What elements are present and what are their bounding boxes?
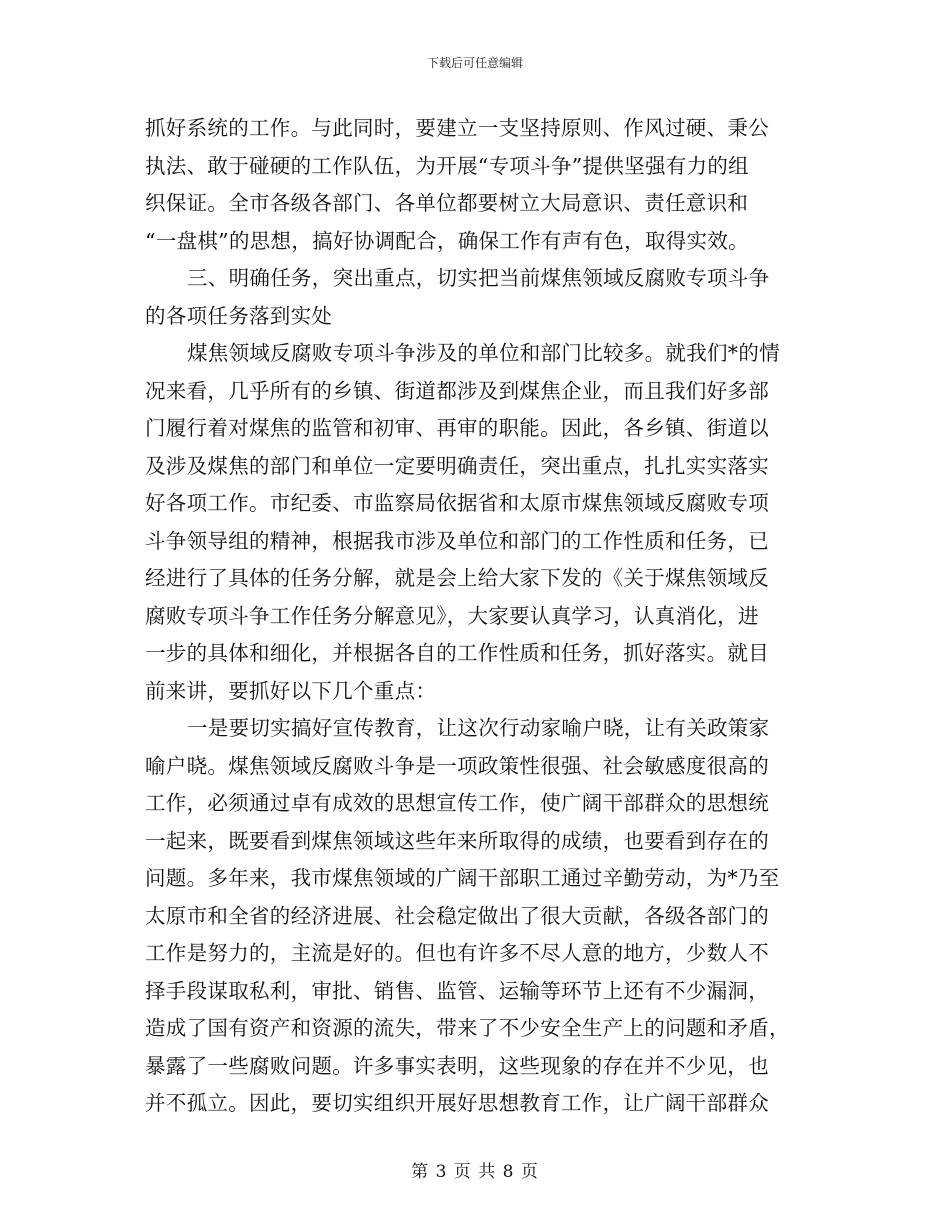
page-footer: 第 3 页 共 8 页 xyxy=(411,1162,539,1182)
document-body xyxy=(145,110,805,1123)
text-line: 喻户晓。煤焦领域反腐败斗争是一项政策性很强、社会敏感度很高的 xyxy=(145,753,769,778)
text-line: 造成了国有资产和资源的流失，带来了不少安全生产上的问题和矛盾， xyxy=(145,1016,790,1040)
text-line: 工作是努力的，主流是好的。但也有许多不尽人意的地方，少数人不 xyxy=(145,941,769,965)
text-line: 工作，必须通过卓有成效的思想宣传工作，使广阔干部群众的思想统 xyxy=(145,791,769,815)
text-line: “一盘棋”的思想，搞好协调配合，确保工作有声有色，取得实效。 xyxy=(145,228,749,253)
page-header: 下载后可任意编辑 xyxy=(426,56,523,70)
text-line: 况来看，几乎所有的乡镇、街道都涉及到煤焦企业，而且我们好多部 xyxy=(145,378,769,403)
text-line: 问题。多年来，我市煤焦领域的广阔干部职工通过辛勤劳动，为*乃至 xyxy=(145,866,780,890)
text-line: 一是要切实搞好宣传教育，让这次行动家喻户晓，让有关政策家 xyxy=(187,716,770,740)
text-line: 及涉及煤焦的部门和单位一定要明确责任，突出重点，扎扎实实落实 xyxy=(145,453,769,478)
text-line: 执法、敢于碰硬的工作队伍，为开展“专项斗争”提供坚强有力的组 xyxy=(145,153,749,178)
text-line: 好各项工作。市纪委、市监察局依据省和太原市煤焦领域反腐败专项 xyxy=(145,491,769,515)
text-line: 并不孤立。因此，要切实组织开展好思想教育工作，让广阔干部群众 xyxy=(145,1091,769,1115)
text-line: 暴露了一些腐败问题。许多事实表明，这些现象的存在并不少见，也 xyxy=(145,1053,769,1078)
text-line: 抓好系统的工作。与此同时，要建立一支坚持原则、作风过硬、秉公 xyxy=(145,116,769,140)
text-line: 煤焦领域反腐败专项斗争涉及的单位和部门比较多。就我们*的情 xyxy=(187,341,780,365)
text-line: 经进行了具体的任务分解，就是会上给大家下发的《关于煤焦领域反 xyxy=(145,566,769,590)
text-line: 织保证。全市各级各部门、各单位都要树立大局意识、责任意识和 xyxy=(145,191,749,215)
text-line: 一起来，既要看到煤焦领域这些年来所取得的成绩，也要看到存在的 xyxy=(145,828,769,853)
text-line: 的各项任务落到实处 xyxy=(145,303,333,328)
text-line: 门履行着对煤焦的监管和初审、再审的职能。因此，各乡镇、街道以 xyxy=(145,416,769,440)
text-line: 斗争领导组的精神，根据我市涉及单位和部门的工作性质和任务，已 xyxy=(145,528,769,553)
text-line: 一步的具体和细化，并根据各自的工作性质和任务，抓好落实。就目 xyxy=(145,641,769,665)
text-line: 三、明确任务，突出重点，切实把当前煤焦领域反腐败专项斗争 xyxy=(187,266,770,290)
text-line: 腐败专项斗争工作任务分解意见》，大家要认真学习，认真消化，进 xyxy=(145,603,759,628)
text-line: 前来讲，要抓好以下几个重点： xyxy=(145,678,437,703)
text-line: 太原市和全省的经济进展、社会稳定做出了很大贡献，各级各部门的 xyxy=(145,903,769,928)
text-line: 择手段谋取私利，审批、销售、监管、运输等环节上还有不少漏洞， xyxy=(145,978,769,1003)
